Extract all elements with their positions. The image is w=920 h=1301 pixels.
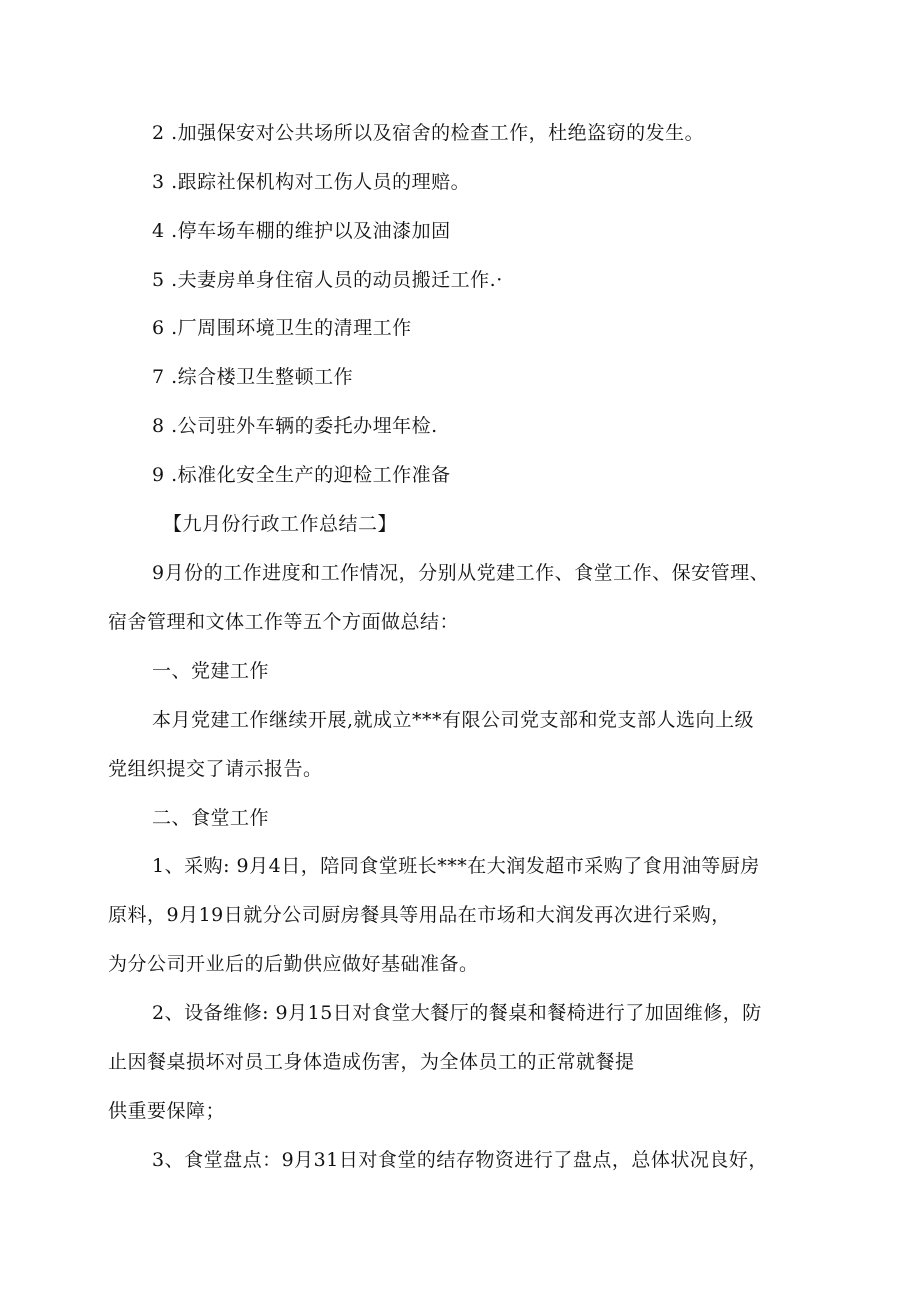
intro-line: 宿舍管理和文体工作等五个方面做总结： xyxy=(108,611,460,633)
list-item: 5 .夫妻房单身住宿人员的动员搬迁工作.· xyxy=(152,269,503,291)
canteen-heading: 二、食堂工作 xyxy=(152,807,270,829)
party-body-line: 党组织提交了请示报告。 xyxy=(108,758,323,780)
list-item: 2 .加强保安对公共场所以及宿舍的检查工作，杜绝盗窃的发生。 xyxy=(152,122,705,144)
list-item: 7 .综合楼卫生整顿工作 xyxy=(152,366,354,388)
list-item: 9 .标准化安全生产的迎检工作准备 xyxy=(152,464,451,486)
canteen-item-line: 供重要保障； xyxy=(108,1100,226,1122)
canteen-item-line: 1、采购: 9月4日，陪同食堂班长***在大润发超市采购了食用油等厨房 xyxy=(152,855,760,877)
list-item: 8 .公司驻外车辆的委托办埋年检. xyxy=(152,415,438,437)
section-title: 【九月份行政工作总结二】 xyxy=(163,513,398,535)
canteen-item-line: 为分公司开业后的后勤供应做好基础准备。 xyxy=(108,953,479,975)
canteen-item-line: 3、食堂盘点：9月31日对食堂的结存物资进行了盘点，总体状况良好， xyxy=(152,1149,768,1171)
party-heading: 一、党建工作 xyxy=(152,660,270,682)
list-item: 6 .厂周围环境卫生的清理工作 xyxy=(152,317,412,339)
list-item: 4 .停车场车棚的维护以及油漆加固 xyxy=(152,220,451,242)
intro-line: 9月份的工作进度和工作情况，分别从党建工作、食堂工作、保安管理、 xyxy=(152,562,770,584)
canteen-item-line: 原料，9月19日就分公司厨房餐具等用品在市场和大润发再次进行采购， xyxy=(108,904,731,926)
party-body-line: 本月党建工作继续开展,就成立***有限公司党支部和党支部人选向上级 xyxy=(152,709,755,731)
list-item: 3 .跟踪社保机构对工伤人员的理赔。 xyxy=(152,171,471,193)
canteen-item-line: 2、设备维修: 9月15日对食堂大餐厅的餐桌和餐椅进行了加固维修，防 xyxy=(152,1002,762,1024)
canteen-item-line: 止因餐桌损坏对员工身体造成伤害，为全体员工的正常就餐提 xyxy=(108,1051,635,1073)
